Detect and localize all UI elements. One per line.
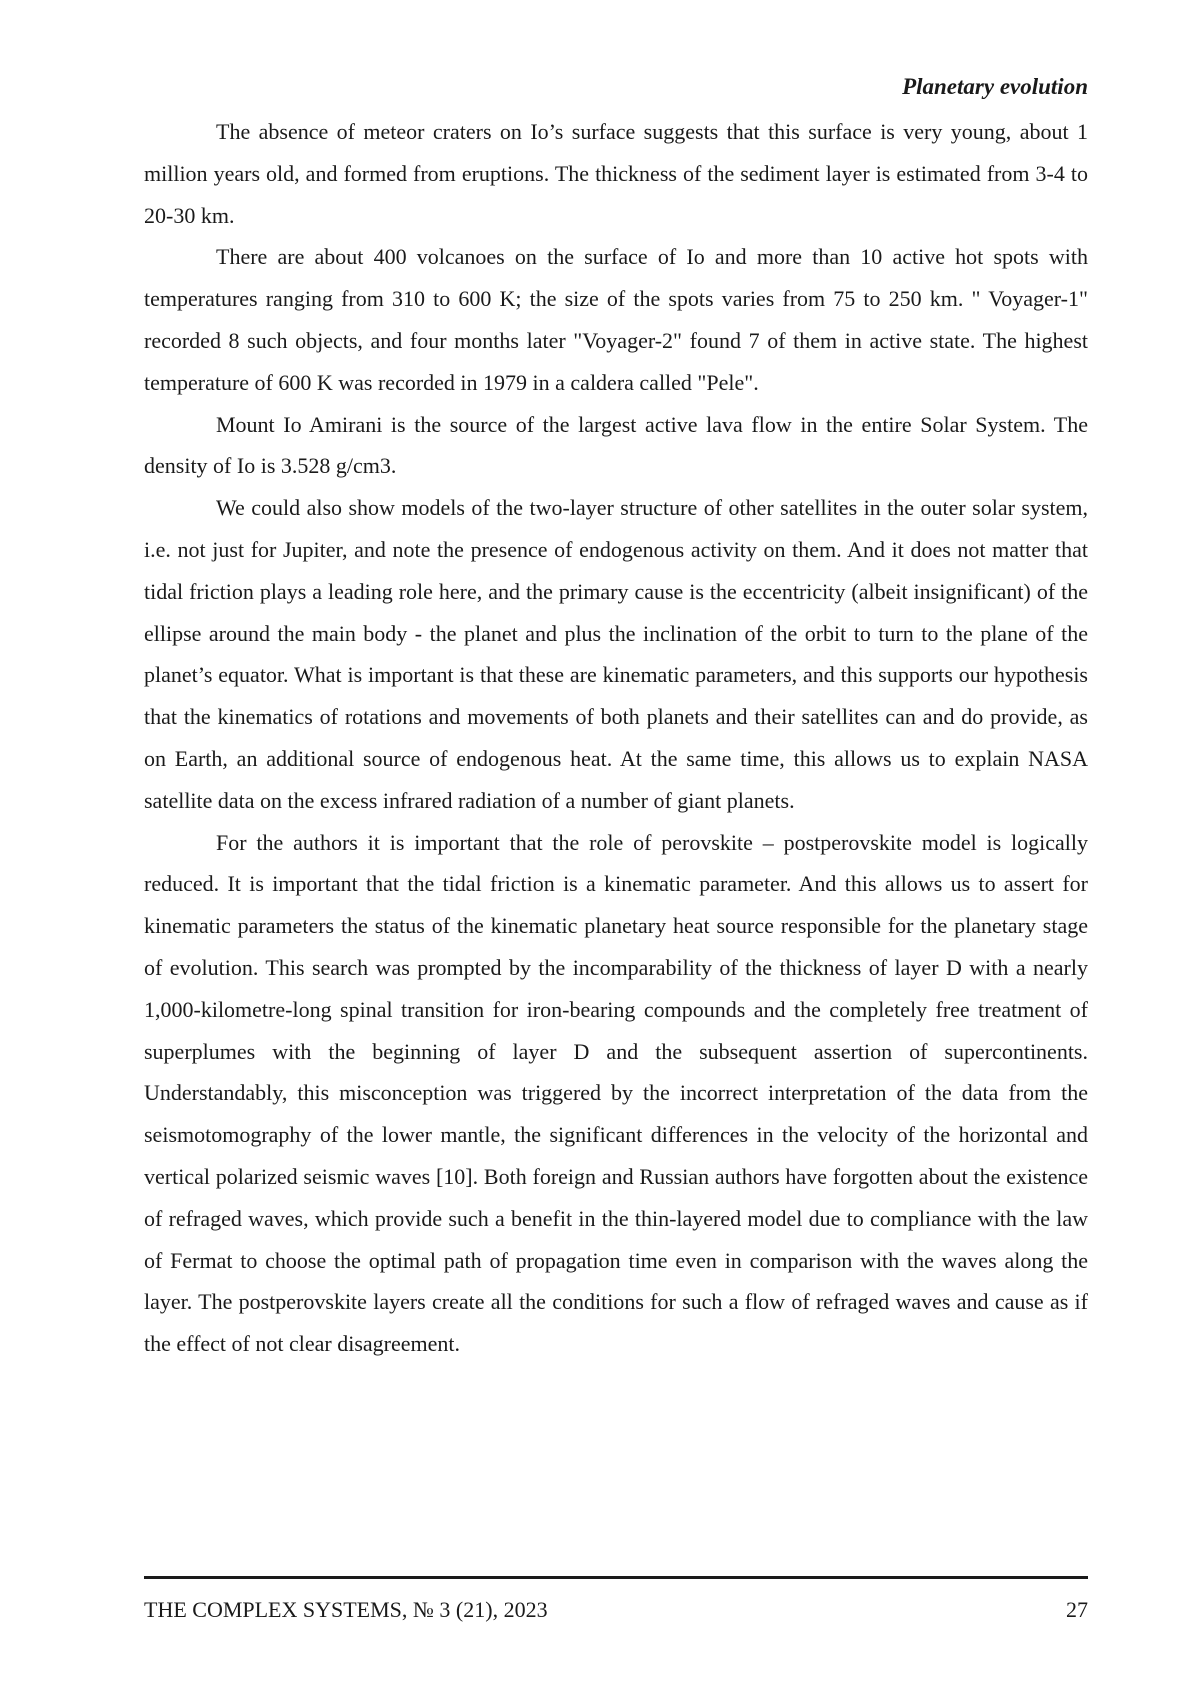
footer-journal-title: THE COMPLEX SYSTEMS, № 3 (21), 2023 [144,1597,548,1622]
paragraph-mount-amirani: Mount Io Amirani is the source of the largest active lava flow in the entire Solar System. The density of Io is 3.528 g/cm3. [144,411,1088,479]
body-text [144,111,1088,1365]
running-header-title: Planetary evolution [902,74,1088,99]
page [144,0,1088,1697]
paragraph-io-surface: The absence of meteor craters on Io’s surface suggests that this surface is very young, about 1 million years old, and formed from eruptions. The thickness of the sediment layer is estimated from 3-4 to 20-30 km. [144,119,1088,228]
paragraph-io-volcanoes: There are about 400 volcanoes on the surface of Io and more than 10 active hot spots with temperatures ranging from 310 to 600 K; the size of the spots varies from 75 to 250 km. " Voyager-1" recorded 8 such objects, and four months later "Voyager-2" found 7 of them in active state. The highest temperature of 600 K was recorded in 1979 in a caldera called "Pele". [144,244,1088,395]
page-footer [144,1595,1088,1625]
footer-divider [144,1576,1088,1579]
paragraph-two-layer-models: We could also show models of the two-layer structure of other satellites in the outer solar system, i.e. not just for Jupiter, and note the presence of endogenous activity on them. And it does not matter that tidal friction plays a leading role here, and the primary cause is the eccentricity (albeit insignificant) of the ellipse around the main body - the planet and plus the inclination of the orbit to turn to the plane of the planet’s equator. What is important is that these are kinematic parameters, and this supports our hypothesis that the kinematics of rotations and movements of both planets and their satellites can and do provide, as on Earth, an additional source of endogenous heat. At the same time, this allows us to explain NASA satellite data on the excess infrared radiation of a number of giant planets. [144,495,1088,813]
footer-page-number: 27 [1066,1597,1088,1622]
paragraph-perovskite-model: For the authors it is important that the role of perovskite – postperovskite model is logically reduced. It is important that the tidal friction is a kinematic parameter. And this allows us to assert for kinematic parameters the status of the kinematic planetary heat source responsible for the planetary stage of evolution. This search was prompted by the incomparability of the thickness of layer D with a nearly 1,000-kilometre-long spinal transition for iron-bearing compounds and the completely free treatment of superplumes with the beginning of layer D and the subsequent assertion of supercontinents. Understandably, this misconception was triggered by the incorrect interpretation of the data from the seismotomography of the lower mantle, the significant differences in the velocity of the horizontal and vertical polarized seismic waves [10]. Both foreign and Russian authors have forgotten about the existence of refraged waves, which provide such a benefit in the thin-layered model due to compliance with the law of Fermat to choose the optimal path of propagation time even in comparison with the waves along the layer. The postperovskite layers create all the conditions for such a flow of refraged waves and cause as if the effect of not clear disagreement. [144,829,1088,1357]
